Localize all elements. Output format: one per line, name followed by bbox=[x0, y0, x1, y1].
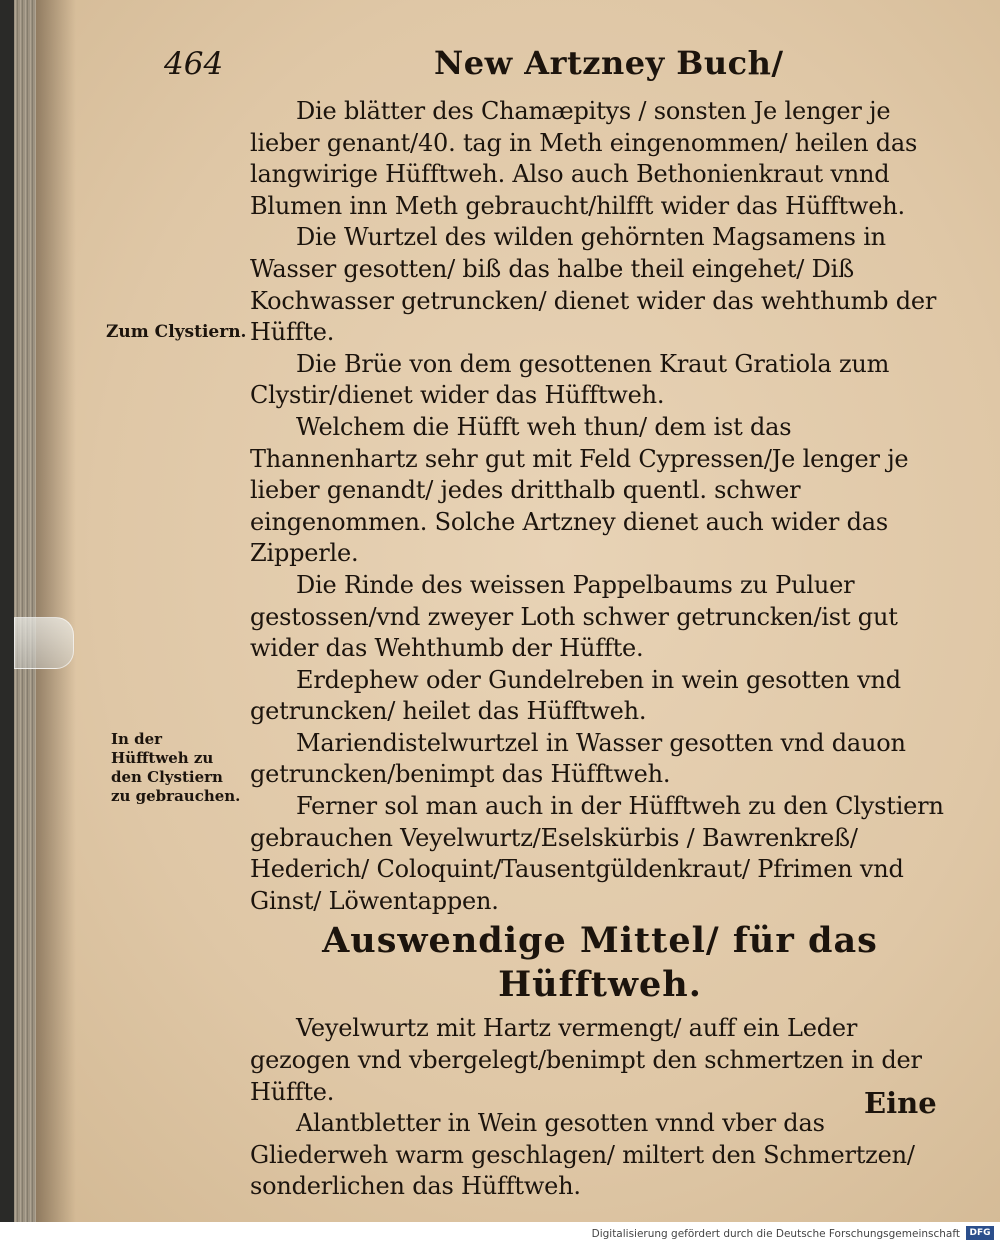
marginal-note-clystiern: Zum Clystiern. bbox=[106, 322, 247, 342]
paragraph: Die Brüe von dem gesottenen Kraut Gratiola zum Clystir/dienet wider das Hüfftweh. bbox=[250, 349, 890, 410]
paragraph: Erdephew oder Gundelreben in wein gesotten vnd getruncken/ heilet das Hüfftweh. bbox=[250, 665, 901, 726]
paragraph: Alantbletter in Wein gesotten vnnd vber das Gliederweh warm geschlagen/ miltert den Schmertzen/ sonderlichen das Hüfftweh. bbox=[250, 1109, 915, 1201]
page-number: 464 bbox=[164, 46, 224, 82]
dfg-logo: DFG bbox=[966, 1226, 994, 1240]
paragraph: Veyelwurtz mit Hartz vermengt/ auff ein Leder gezogen vnd vbergelegt/benimpt den schmertzen in der Hüffte. bbox=[250, 1014, 922, 1106]
page-edges bbox=[14, 0, 36, 1222]
paragraph: Die Rinde des weissen Pappelbaums zu Puluer gestossen/vnd zweyer Loth schwer getruncken/ist gut wider das Wehthumb der Hüffte. bbox=[250, 570, 898, 663]
main-text bbox=[250, 96, 950, 1203]
paragraph: Mariendistelwurtzel in Wasser gesotten vnd dauon getruncken/benimpt das Hüfftweh. bbox=[250, 728, 906, 789]
footer-bar bbox=[0, 1222, 1000, 1245]
paragraph: Ferner sol man auch in der Hüfftweh zu den Clystiern gebrauchen Veyelwurtz/Eselskürbis / Bawrenkreß/ Hederich/ Coloquint/Tausentgüldenkraut/ Pfrimen vnd Ginst/ Löwentappen. bbox=[250, 792, 944, 915]
running-title: New Artzney Buch/ bbox=[434, 44, 784, 82]
paragraph: Welchem die Hüfft weh thun/ dem ist das Thannenhartz sehr gut mit Feld Cypressen/Je lenger je lieber genandt/ jedes dritthalb quentl. schwer eingenommen. Solche Artzney dienet auch wider das Zipperle. bbox=[250, 412, 909, 568]
marginal-note-hufftweh: In der Hüfftweh zu den Clystiern zu gebrauchen. bbox=[111, 730, 241, 805]
section-heading: Auswendige Mittel/ für das Hüfftweh. bbox=[322, 920, 878, 1006]
funding-credit: Digitalisierung gefördert durch die Deutsche Forschungsgemeinschaft bbox=[591, 1228, 960, 1240]
paragraph: Die Wurtzel des wilden gehörnten Magsamens in Wasser gesotten/ biß das halbe theil eingehet/ Diß Kochwasser getruncken/ dienet wider das wehthumb der Hüffte. bbox=[250, 223, 937, 347]
gutter-shadow bbox=[36, 0, 76, 1222]
catchword: Eine bbox=[864, 1086, 937, 1120]
book-page bbox=[14, 0, 1000, 1222]
page-clip bbox=[14, 617, 74, 669]
paragraph: Die blätter des Chamæpitys / sonsten Je lenger je lieber genant/40. tag in Meth eingenommen/ heilen das langwirige Hüfftweh. Also auch Bethonienkraut vnnd Blumen inn Meth gebraucht/hilfft wider das Hüfftweh. bbox=[250, 97, 918, 220]
